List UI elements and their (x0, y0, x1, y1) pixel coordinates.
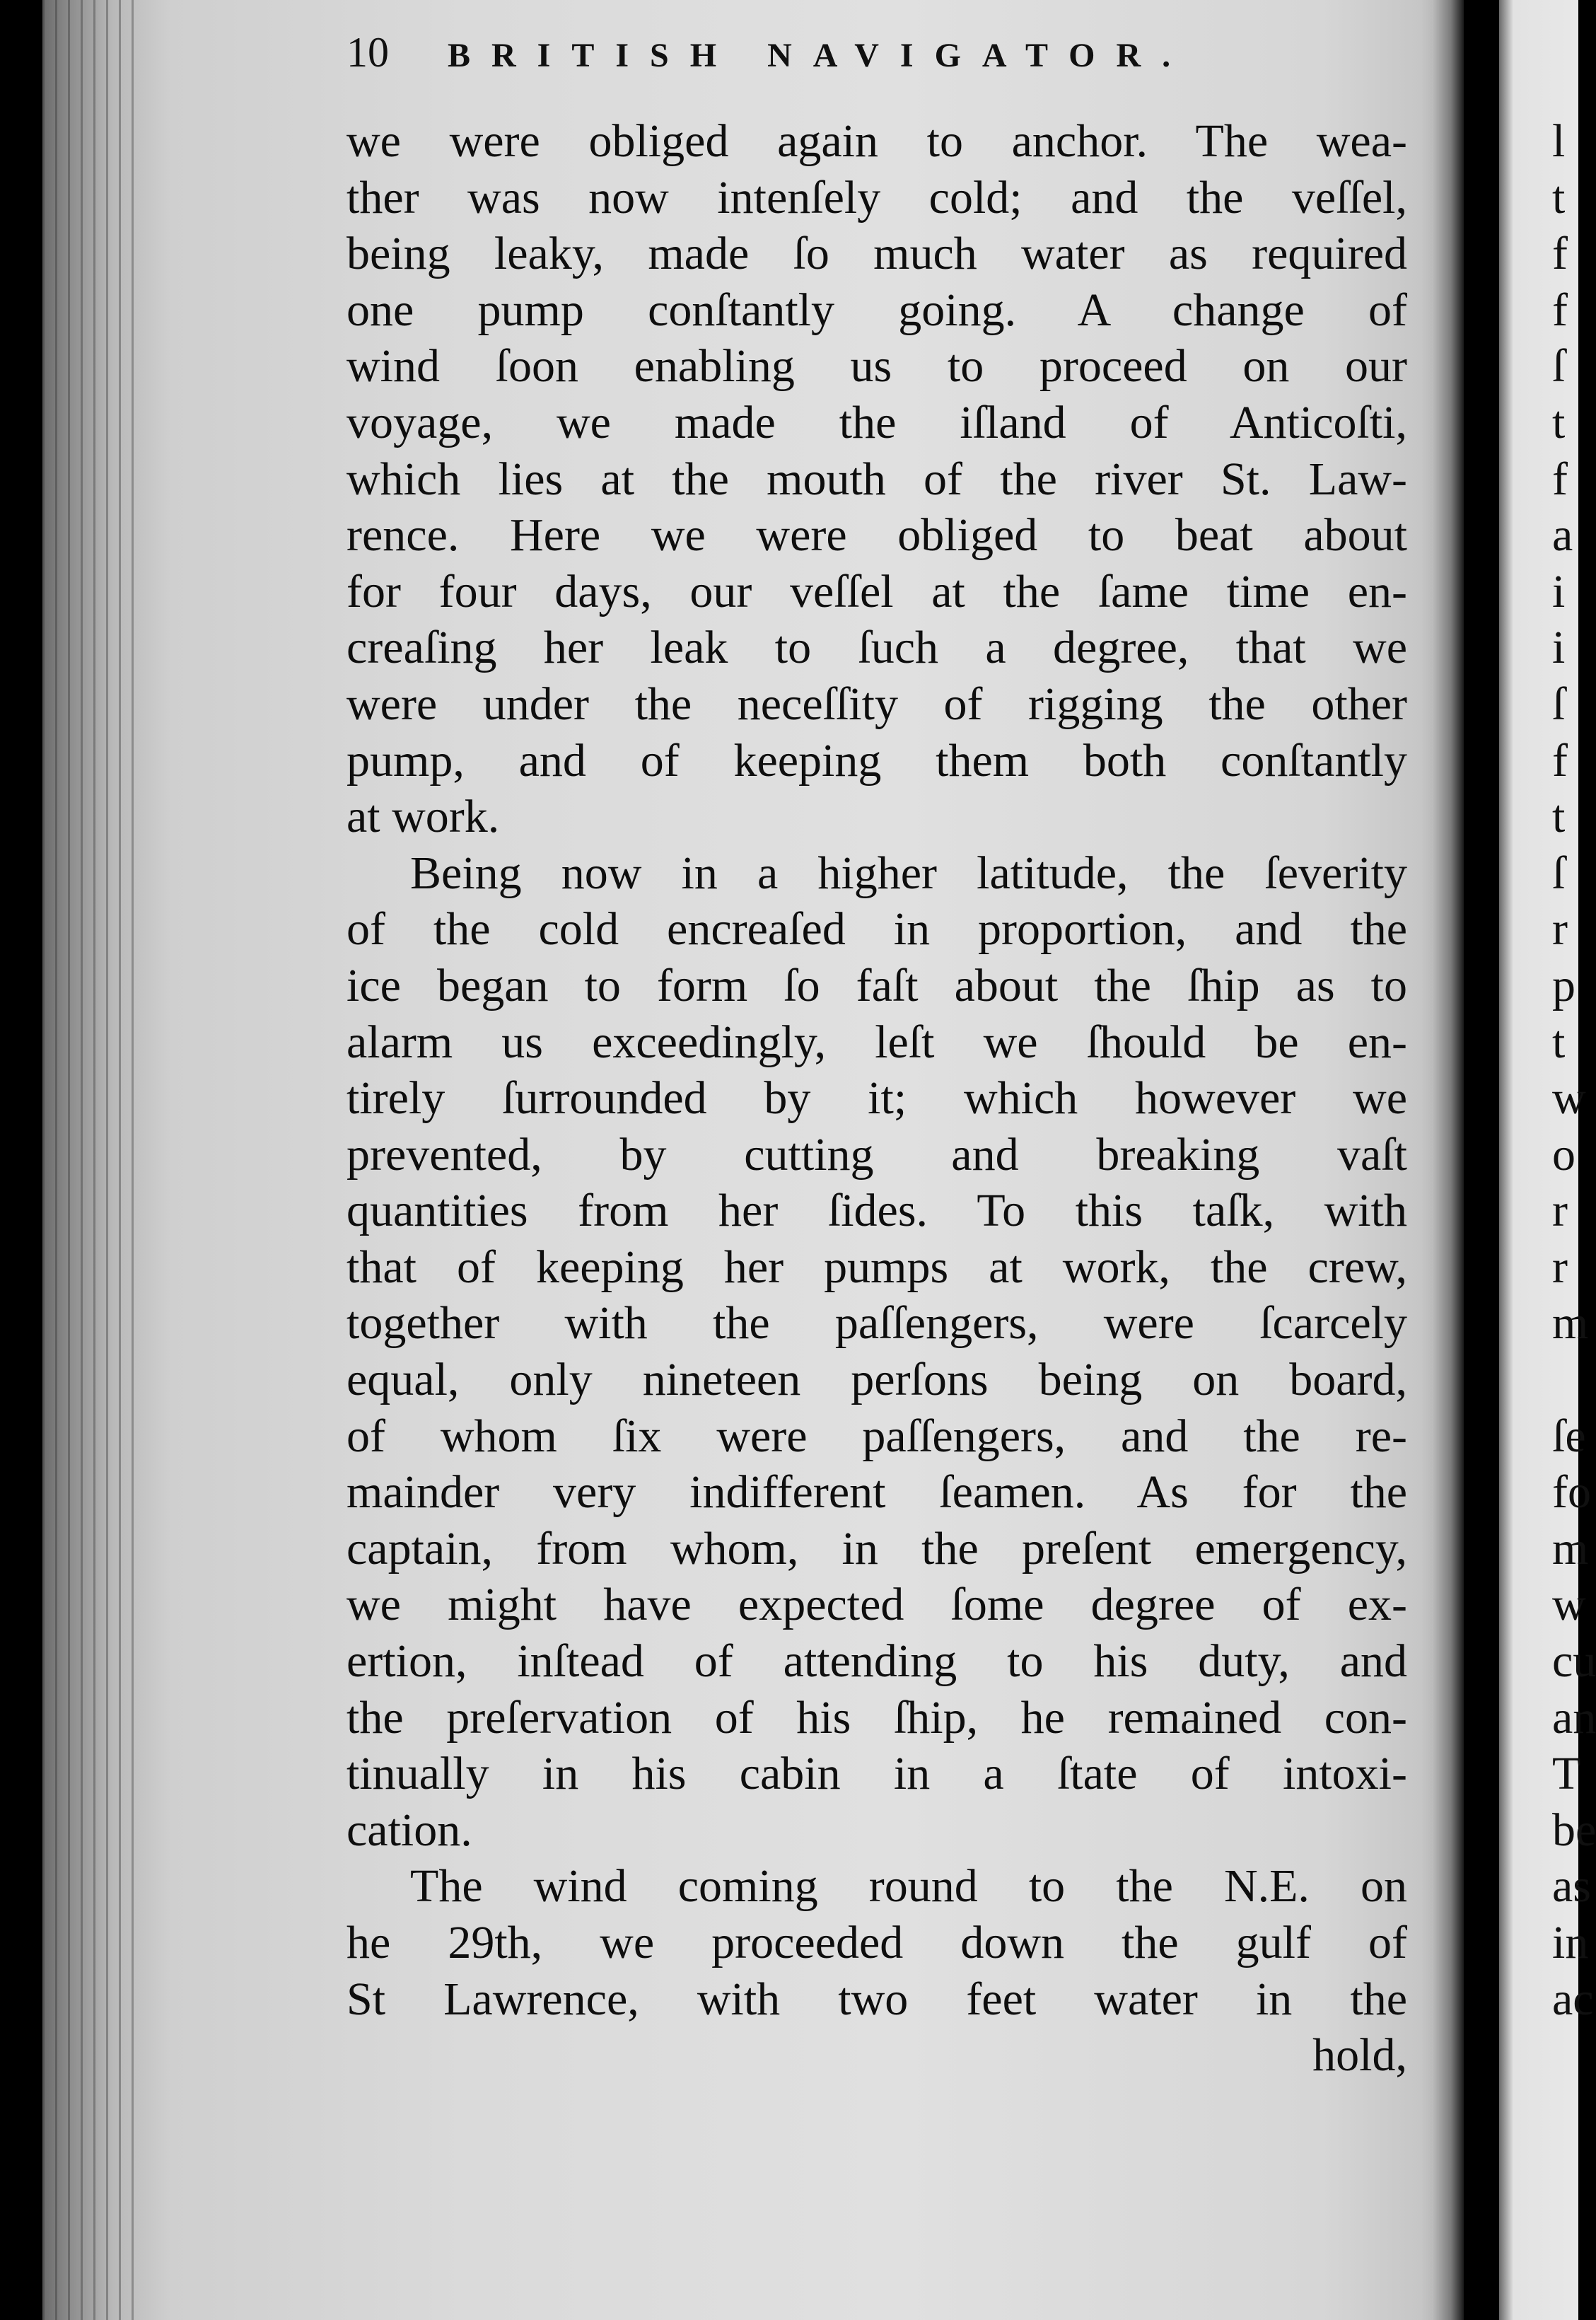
text-line: ice began to form ſo faſt about the ſhip as to (346, 959, 1407, 1011)
body-text (346, 113, 1407, 2084)
right-page-fragment: f (1552, 734, 1568, 787)
right-page-fragment: f (1552, 284, 1568, 336)
text-line: being leaky, made ſo much water as required (346, 228, 1407, 280)
right-page-fragment: f (1552, 453, 1568, 505)
right-page-fragment: ſ (1552, 847, 1566, 899)
right-page-fragment: ſe (1552, 1410, 1586, 1462)
text-line: alarm us exceedingly, leſt we ſhould be en- (346, 1016, 1407, 1068)
page-number: 10 (346, 29, 389, 76)
text-line: prevented, by cutting and breaking vaſt (346, 1128, 1407, 1181)
right-page-fragment: r (1552, 903, 1568, 956)
right-page-fragment: T (1552, 1748, 1581, 1800)
right-page-fragment: ac (1552, 1973, 1594, 2025)
right-page-fragment: r (1552, 1241, 1568, 1293)
text-line: were under the neceſſity of rigging the other (346, 678, 1407, 730)
text-line: ertion, inſtead of attending to his duty, and (346, 1635, 1407, 1688)
text-line: that of keeping her pumps at work, the crew, (346, 1241, 1407, 1293)
right-page-fragment: be (1552, 1804, 1596, 1856)
text-line: hold, (1312, 2029, 1407, 2082)
right-page-fragment: t (1552, 1016, 1566, 1068)
text-line: The wind coming round to the N.E. on (410, 1860, 1407, 1913)
text-line: wind ſoon enabling us to proceed on our (346, 340, 1407, 393)
right-page-fragment: t (1552, 171, 1566, 224)
text-line: St Lawrence, with two feet water in the (346, 1973, 1407, 2025)
right-page-text-fragments (1552, 113, 1596, 2027)
right-page-fragment: l (1552, 115, 1566, 167)
running-title: BRITISH NAVIGATOR. (448, 37, 1192, 74)
text-line: for four days, our veſſel at the ſame time en- (346, 565, 1407, 617)
text-line: one pump conſtantly going. A change of (346, 284, 1407, 336)
text-line: which lies at the mouth of the river St. Law- (346, 453, 1407, 505)
right-page-fragment: f (1552, 228, 1568, 280)
right-page-fragment: in (1552, 1917, 1589, 1968)
text-line: equal, only nineteen perſons being on board, (346, 1354, 1407, 1406)
text-line: pump, and of keeping them both conſtantly (346, 734, 1407, 787)
text-line: we might have expected ſome degree of ex- (346, 1579, 1407, 1631)
text-line: he 29th, we proceeded down the gulf of (346, 1917, 1407, 1968)
right-page-fragment: t (1552, 396, 1566, 448)
right-page-fragment: m (1552, 1522, 1589, 1574)
text-line: ther was now intenſely cold; and the veſſel, (346, 171, 1407, 224)
right-page-fragment: r (1552, 1185, 1568, 1237)
right-page-fragment: w (1552, 1579, 1586, 1631)
right-page-fragment: cu (1552, 1635, 1596, 1688)
running-head (346, 28, 1421, 85)
right-page-fragment: i (1552, 565, 1566, 617)
page-edge-shadow (1432, 0, 1464, 2320)
right-page-fragment: w (1552, 1072, 1586, 1125)
text-line: of the cold encreaſed in proportion, and the (346, 903, 1407, 956)
text-line: the preſervation of his ſhip, he remained con- (346, 1691, 1407, 1744)
text-line: cation. (346, 1804, 472, 1856)
text-line: voyage, we made the iſland of Anticoſti, (346, 396, 1407, 448)
text-line: creaſing her leak to ſuch a degree, that we (346, 622, 1407, 674)
right-page-fragment: t (1552, 791, 1566, 843)
text-line: mainder very indifferent ſeamen. As for the (346, 1466, 1407, 1519)
text-line: tirely ſurrounded by it; which however we (346, 1072, 1407, 1125)
text-line: Being now in a higher latitude, the ſeverity (410, 847, 1407, 899)
right-page-fragment: ſ (1552, 340, 1566, 393)
right-page-fragment (1552, 1352, 1578, 1408)
text-line: together with the paſſengers, were ſcarcely (346, 1297, 1407, 1350)
text-line: of whom ſix were paſſengers, and the re- (346, 1410, 1407, 1462)
text-line: captain, from whom, in the preſent emergency, (346, 1522, 1407, 1574)
text-line: tinually in his cabin in a ſtate of intoxi- (346, 1748, 1407, 1800)
right-page-fragment: as (1552, 1860, 1591, 1913)
right-page-fragment: fo (1552, 1466, 1591, 1519)
right-page-fragment: o (1552, 1128, 1575, 1181)
text-line: we were obliged again to anchor. The wea- (346, 115, 1407, 167)
text-line: quantities from her ſides. To this taſk, with (346, 1185, 1407, 1237)
text-line: rence. Here we were obliged to beat about (346, 509, 1407, 562)
right-page-fragment: an (1552, 1691, 1596, 1744)
right-page-fragment: ſ (1552, 678, 1566, 730)
right-page-fragment: i (1552, 622, 1566, 674)
right-page-fragment: m (1552, 1297, 1589, 1350)
right-page-fragment: p (1552, 959, 1575, 1011)
page-gutter-shading (42, 0, 141, 2320)
right-page-fragment: a (1552, 509, 1573, 562)
text-line: at work. (346, 791, 500, 843)
